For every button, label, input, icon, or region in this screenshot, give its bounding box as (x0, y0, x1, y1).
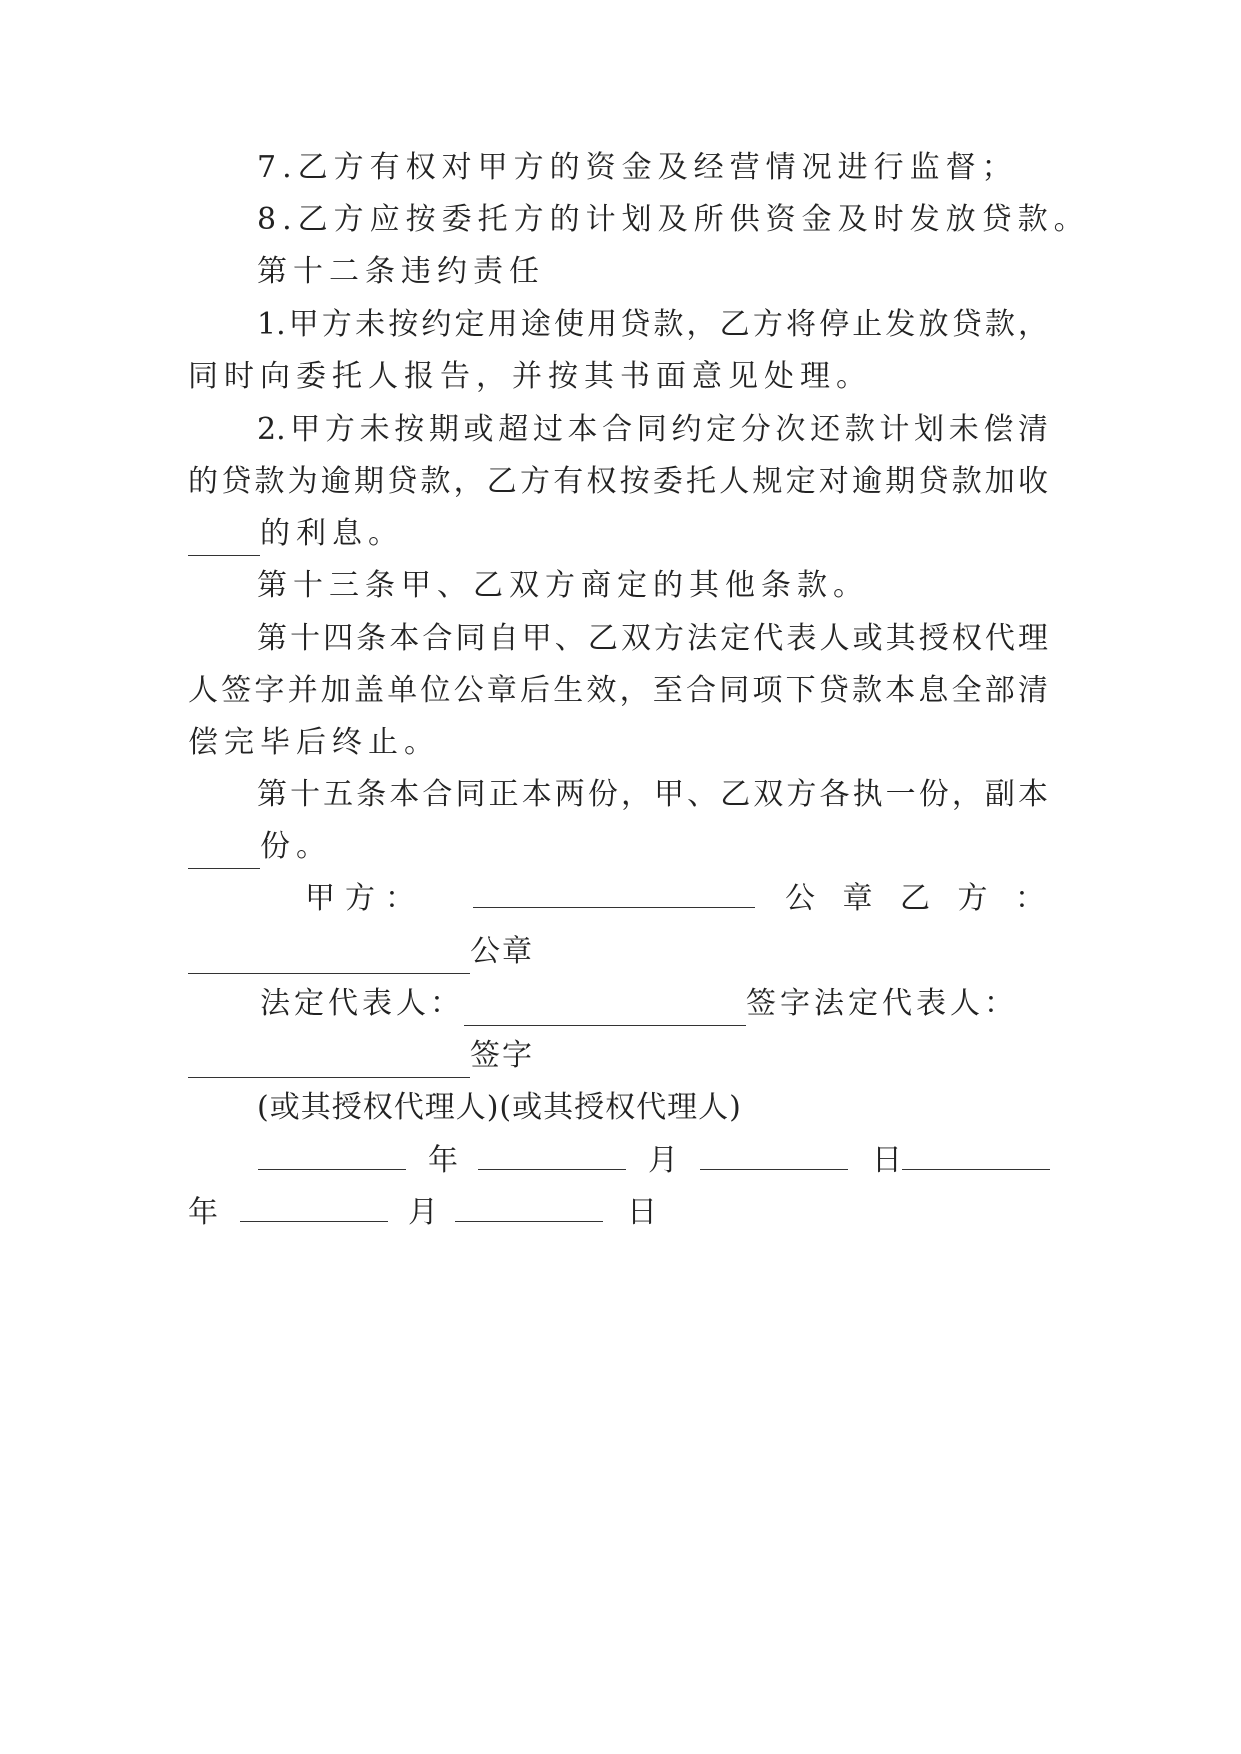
date-a-year-blank (258, 1139, 406, 1170)
rep-b-line (188, 1034, 1048, 1078)
date-b-year: 年 (188, 1195, 224, 1230)
article-15-line-1: 第十五条本合同正本两份，甲、乙双方各执一份，副本 (257, 777, 1048, 812)
date-a-month: 月 (648, 1143, 684, 1178)
agent-note: (或其授权代理人)(或其授权代理人) (257, 1090, 742, 1125)
rep-a-label: 法定代表人： (260, 986, 464, 1021)
copies-text: 份。 (260, 829, 332, 864)
sign-b: 签字 (470, 1038, 534, 1073)
article-12-item-2-line-2: 的贷款为逾期贷款，乙方有权按委托人规定对逾期贷款加收 (188, 464, 1048, 499)
representative-line (260, 982, 1050, 1026)
party-a-blank (473, 877, 755, 908)
article-12-item-2-line-1: 2.甲方未按期或超过本合同约定分次还款计划未偿清 (257, 412, 1048, 447)
rep-a-blank (464, 995, 746, 1026)
date-a-year: 年 (428, 1143, 464, 1178)
sign-a: 签字 (746, 986, 814, 1021)
seal-a-char-2: 章 (842, 881, 873, 916)
article-15-line-2 (188, 825, 1048, 869)
article-12-item-1-line-1: 1.甲方未按约定用途使用贷款，乙方将停止发放贷款， (257, 307, 1048, 342)
article-14-line-3: 偿完毕后终止。 (188, 725, 440, 760)
date-b-day-blank (455, 1191, 603, 1222)
article-14-line-2: 人签字并加盖单位公章后生效，至合同项下贷款本息全部清 (188, 673, 1048, 708)
rep-b-blank (188, 1047, 470, 1078)
seal-b: 公章 (470, 934, 534, 969)
interest-text: 的利息。 (260, 516, 404, 551)
article-12-heading: 第十二条违约责任 (257, 254, 545, 289)
date-b-month: 月 (408, 1195, 444, 1230)
party-b-line (188, 930, 1048, 974)
date-b-month-blank (240, 1191, 388, 1222)
party-b-blank (188, 943, 470, 974)
rep-b-label: 法定代表人： (814, 986, 1018, 1021)
article-13-line: 第十三条甲、乙双方商定的其他条款。 (257, 568, 869, 603)
article-12-item-2-line-3 (188, 512, 1048, 556)
date-b-year-blank (902, 1139, 1050, 1170)
article-14-line-1: 第十四条本合同自甲、乙双方法定代表人或其授权代理 (257, 621, 1048, 656)
clause-7-line: 7.乙方有权对甲方的资金及经营情况进行监督； (257, 150, 1018, 185)
date-b-day: 日 (627, 1195, 663, 1230)
copies-blank (188, 838, 260, 869)
seal-a-char-1: 公 (785, 881, 815, 916)
date-a-day-blank (700, 1139, 848, 1170)
party-a-label: 甲 方 ： (305, 881, 415, 916)
date-a-day: 日 (872, 1143, 908, 1178)
article-12-item-1-line-2: 同时向委托人报告，并按其书面意见处理。 (188, 359, 872, 394)
seal-a-and-party-b-label: 公 章 乙 方 ： (785, 877, 1045, 921)
date-a-month-blank (478, 1139, 626, 1170)
clause-8-line: 8.乙方应按委托方的计划及所供资金及时发放贷款。 (257, 202, 1090, 237)
interest-blank (188, 525, 260, 556)
